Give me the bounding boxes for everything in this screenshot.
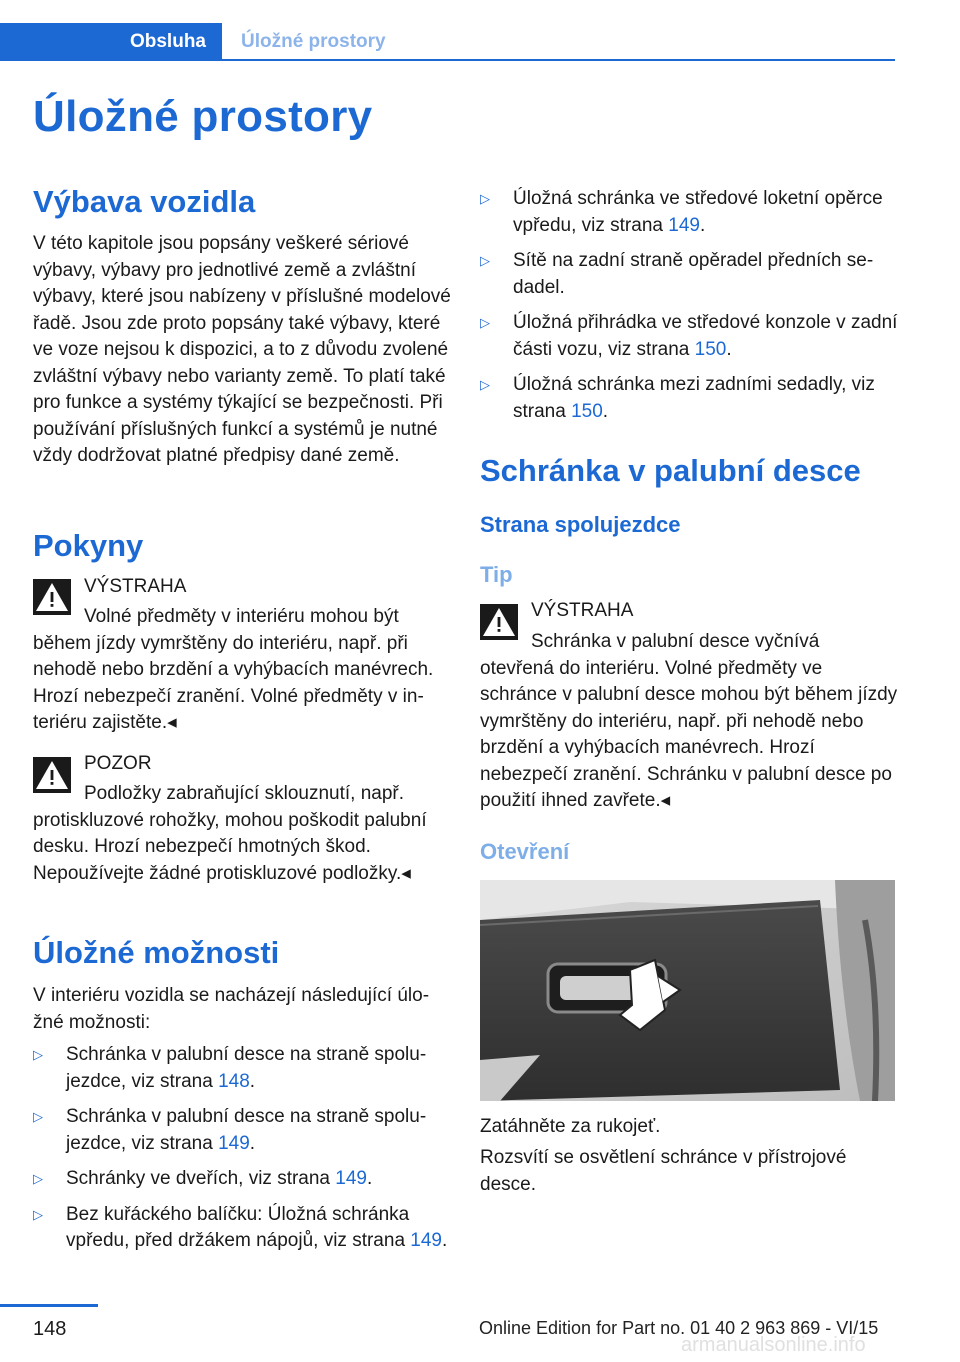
- list-item: ▷ Sítě na zadní straně opěradel předních sedadel.: [480, 250, 874, 298]
- list-item: ▷ Schránky ve dveřích, viz strana 149.: [33, 1166, 451, 1193]
- heading-schranka: Schránka v palubní desce: [480, 453, 861, 488]
- page-link[interactable]: 149: [218, 1132, 250, 1154]
- list-item: ▷ Bez kuřáckého balíčku: Úložná schránka vpředu, před držákem nápojů, viz strana 149.: [33, 1203, 448, 1251]
- warning3-title: VÝSTRAHA: [531, 600, 634, 621]
- list-item: ▷ Úložná přihrádka ve středové konzole v zadní části vozu, viz strana 150.: [480, 312, 898, 360]
- caption-pull-handle: Zatáhněte za rukojeť.: [480, 1116, 661, 1137]
- watermark: armanualsonline.info: [681, 1334, 866, 1356]
- page-title: Úložné prostory: [33, 92, 373, 141]
- warning3-text: Schránka v palubní desce vyčnívá otevřená do interiéru. Volné předměty ve schránce v palubní desce mohou být během jízdy vymrštěny do interiéru, např. při nehodě nebo brzdění a vyhýbacích manévrech. Hrozí nebezpečí zranění. Schránku v palubní desce po použití ihned zavřete.◂: [480, 631, 898, 811]
- arrow-icon: ▷: [33, 1206, 43, 1222]
- header-tabs: [0, 0, 895, 62]
- footer-divider: [0, 1304, 98, 1307]
- heading-ulozne-moznosti: Úložné možnosti: [33, 935, 280, 970]
- header-divider: [222, 59, 895, 61]
- warning2-text: Podložky zabraňující sklouznutí, např. protiskluzové rohožky, mohou poškodit palubní desku. Hrozí nebezpečí hmotných škod. Nepoužívejte žádné protiskluzové podložky.◂: [33, 783, 427, 884]
- right-storage-list: [480, 186, 898, 434]
- page-link[interactable]: 149: [335, 1168, 367, 1189]
- warning1-text: Volné předměty v interiéru mohou být během jízdy vymrštěny do interiéru, např. při nehodě nebo brzdění a vyhýbacích manévrech. Hrozí nebezpečí zranění. Volné předměty v interiéru zajistěte.◂: [33, 606, 434, 733]
- page-number: 148: [33, 1318, 67, 1340]
- list-item: ▷ Schránka v palubní desce na straně spolujezdce, viz strana 148.: [33, 1044, 427, 1092]
- arrow-icon: ▷: [480, 315, 490, 330]
- list-item: ▷ Úložná schránka ve středové loketní opěrce vpředu, viz strana 149.: [480, 188, 883, 236]
- glovebox-photo: [480, 880, 895, 1101]
- heading-tip: Tip: [480, 562, 513, 587]
- vybava-text: V této kapitole jsou popsány veškeré sériové výbavy, výbavy pro jednotlivé země a zvláštní výbavy, které jsou nabízeny v příslušné modelové řadě. Jsou zde proto popsány také výbavy, které ve voze nejsou k dispozici, a to z důvodu zvolené zvláštní výbavy nebo varianty země. To platí také pro funkce a systémy týkající se bezpečnosti. Při používání příslušných funkcí a systémů je nutné vždy dodržovat platné předpisy dané země.: [33, 233, 451, 466]
- arrow-icon: ▷: [480, 377, 490, 392]
- page-link[interactable]: 149: [668, 214, 700, 236]
- warning2-title: POZOR: [84, 753, 152, 774]
- warning1-title: VÝSTRAHA: [84, 576, 187, 597]
- list-item: ▷ Schránka v palubní desce na straně spolujezdce, viz strana 149.: [33, 1106, 427, 1154]
- arrow-icon: ▷: [33, 1109, 43, 1124]
- page-link[interactable]: 150: [571, 400, 603, 422]
- heading-strana-spolujezdce: Strana spolujezdce: [480, 512, 681, 537]
- arrow-icon: ▷: [480, 253, 490, 268]
- heading-pokyny: Pokyny: [33, 528, 144, 563]
- edition-info: Online Edition for Part no. 01 40 2 963 869 - VI/15: [479, 1318, 879, 1338]
- arrow-icon: ▷: [480, 191, 490, 206]
- left-storage-list: [33, 1042, 451, 1264]
- heading-otevreni: Otevření: [480, 839, 570, 864]
- page-link[interactable]: 150: [694, 338, 727, 360]
- tab-obsluha[interactable]: Obsluha: [0, 23, 222, 61]
- page-link[interactable]: 149: [410, 1230, 442, 1251]
- list-item: ▷ Úložná schránka mezi zadními sedadly, viz strana 150.: [480, 374, 875, 422]
- caption-light: Rozsvítí se osvětlení schránce v přístrojové desce.: [480, 1147, 847, 1195]
- tab-ulozne-prostory[interactable]: Úložné prostory: [241, 31, 386, 52]
- page-link[interactable]: 148: [218, 1070, 250, 1092]
- heading-vybava-vozidla: Výbava vozidla: [33, 184, 256, 219]
- arrow-icon: ▷: [33, 1171, 43, 1186]
- moznosti-intro: V interiéru vozidla se nacházejí následující úložné možnosti:: [33, 985, 430, 1033]
- arrow-icon: ▷: [33, 1047, 43, 1062]
